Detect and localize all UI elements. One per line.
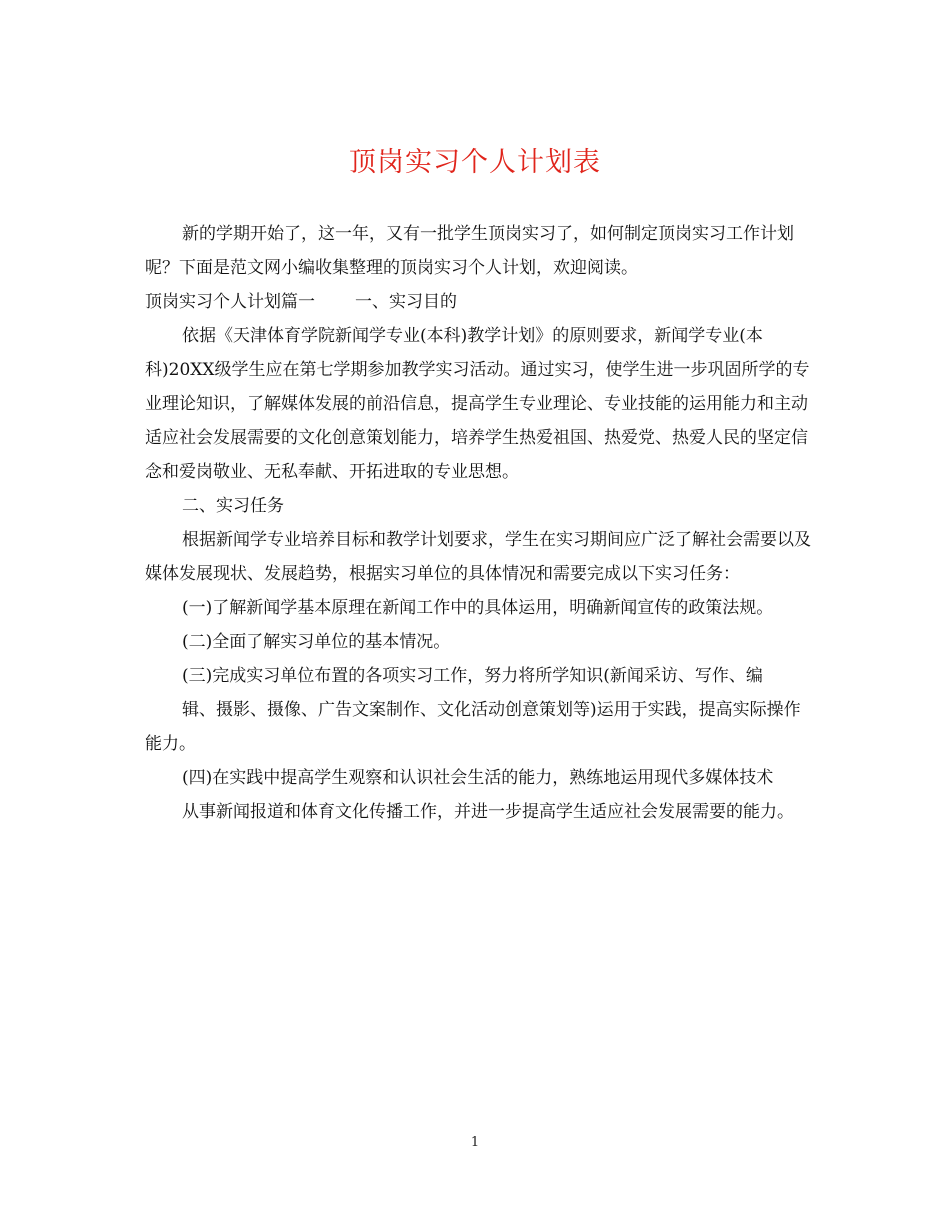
page-number: 1	[470, 1135, 480, 1150]
task-item-1: (一)了解新闻学基本原理在新闻工作中的具体运用，明确新闻宣传的政策法规。	[182, 598, 774, 618]
task-item-2: (二)全面了解实习单位的基本情况。	[182, 632, 451, 652]
task-item-3-part-2: 辑、摄影、摄像、广告文案制作、文化活动创意策划等)运用于实践，提高实际操作能力。	[145, 700, 801, 754]
purpose-paragraph: 依据《天津体育学院新闻学专业(本科)教学计划》的原则要求，新闻学专业(本科)20XX级学生应在第七学期参加教学实习活动。通过实习，使学生进一步巩固所学的专业理论知识，了解媒体发展的前沿信息，提高学生专业理论、专业技能的运用能力和主动适应社会发展需要的文化创意策划能力，培养学生热爱祖国、热爱党、热爱人民的坚定信念和爱岗敬业、无私奉献、开拓进取的专业思想。	[145, 326, 810, 482]
section-label: 顶岗实习个人计划篇一	[145, 292, 315, 312]
document-title: 顶岗实习个人计划表	[349, 147, 601, 178]
task-item-3-part-1: (三)完成实习单位布置的各项实习工作，努力将所学知识(新闻采访、写作、编	[182, 666, 763, 686]
document-body	[145, 217, 815, 829]
tasks-intro-paragraph: 根据新闻学专业培养目标和教学计划要求，学生在实习期间应广泛了解社会需要以及媒体发展现状、发展趋势，根据实习单位的具体情况和需要完成以下实习任务：	[145, 530, 811, 584]
purpose-heading: 一、实习目的	[355, 292, 457, 312]
intro-paragraph: 新的学期开始了，这一年，又有一批学生顶岗实习了，如何制定顶岗实习工作计划呢？下面是范文网小编收集整理的顶岗实习个人计划，欢迎阅读。	[145, 224, 794, 278]
task-item-4-part-2: 从事新闻报道和体育文化传播工作，并进一步提高学生适应社会发展需要的能力。	[182, 802, 794, 822]
tasks-heading: 二、实习任务	[182, 496, 284, 516]
section-heading-line	[145, 285, 815, 319]
task-item-4-part-1: (四)在实践中提高学生观察和认识社会生活的能力，熟练地运用现代多媒体技术	[182, 768, 774, 788]
